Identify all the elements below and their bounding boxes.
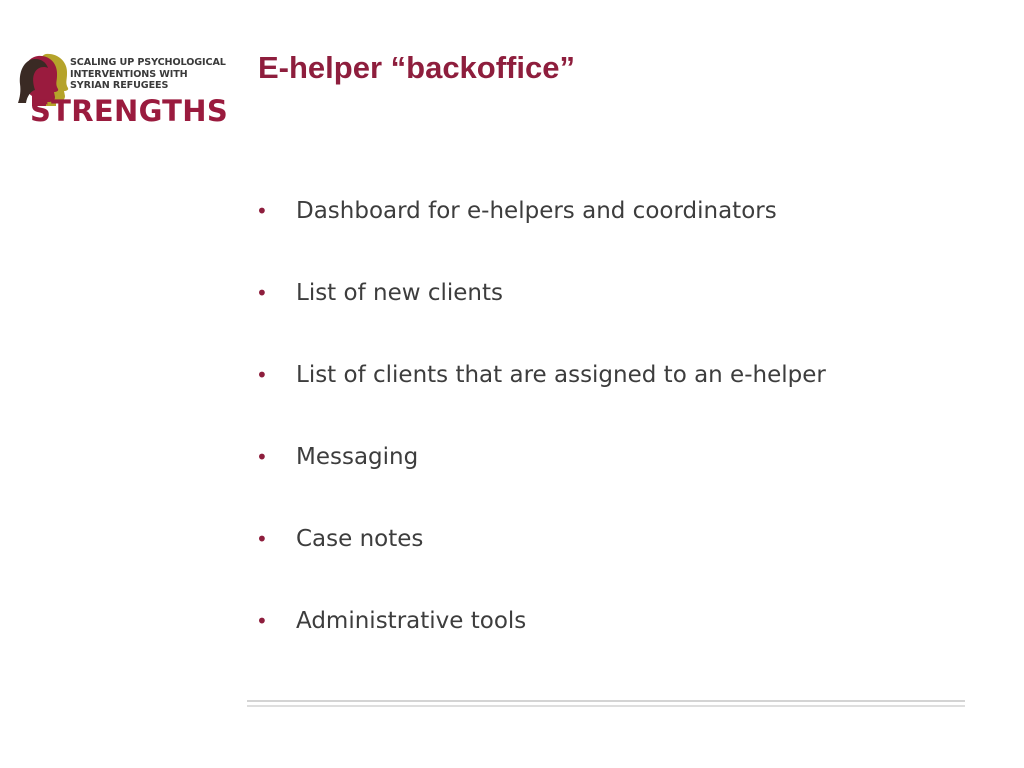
list-item bbox=[256, 192, 826, 230]
bullet-text: Messaging bbox=[296, 444, 419, 470]
bullet-icon: • bbox=[256, 199, 268, 223]
bullet-text: Dashboard for e-helpers and coordinators bbox=[296, 198, 777, 224]
footer-divider bbox=[247, 700, 965, 702]
strengths-logo bbox=[16, 48, 231, 130]
logo-tagline bbox=[70, 57, 226, 92]
bullet-text: Case notes bbox=[296, 526, 424, 552]
bullet-icon: • bbox=[256, 363, 268, 387]
list-item bbox=[256, 356, 826, 394]
footer-divider bbox=[247, 705, 965, 707]
logo-tagline-line: SCALING UP PSYCHOLOGICAL bbox=[70, 57, 226, 68]
slide-title: E-helper “backoffice” bbox=[258, 50, 575, 85]
bullet-icon: • bbox=[256, 527, 268, 551]
list-item bbox=[256, 274, 826, 312]
bullet-text: List of clients that are assigned to an e-helper bbox=[296, 362, 826, 388]
logo-wordmark: STRENGTHS bbox=[30, 94, 229, 128]
bullet-icon: • bbox=[256, 281, 268, 305]
list-item bbox=[256, 438, 826, 476]
list-item bbox=[256, 520, 826, 558]
list-item bbox=[256, 602, 826, 640]
logo-tagline-line: SYRIAN REFUGEES bbox=[70, 80, 169, 91]
bullet-icon: • bbox=[256, 609, 268, 633]
bullet-list bbox=[256, 192, 826, 684]
bullet-text: List of new clients bbox=[296, 280, 503, 306]
bullet-text: Administrative tools bbox=[296, 608, 527, 634]
bullet-icon: • bbox=[256, 445, 268, 469]
logo-tagline-line: INTERVENTIONS WITH bbox=[70, 68, 188, 80]
